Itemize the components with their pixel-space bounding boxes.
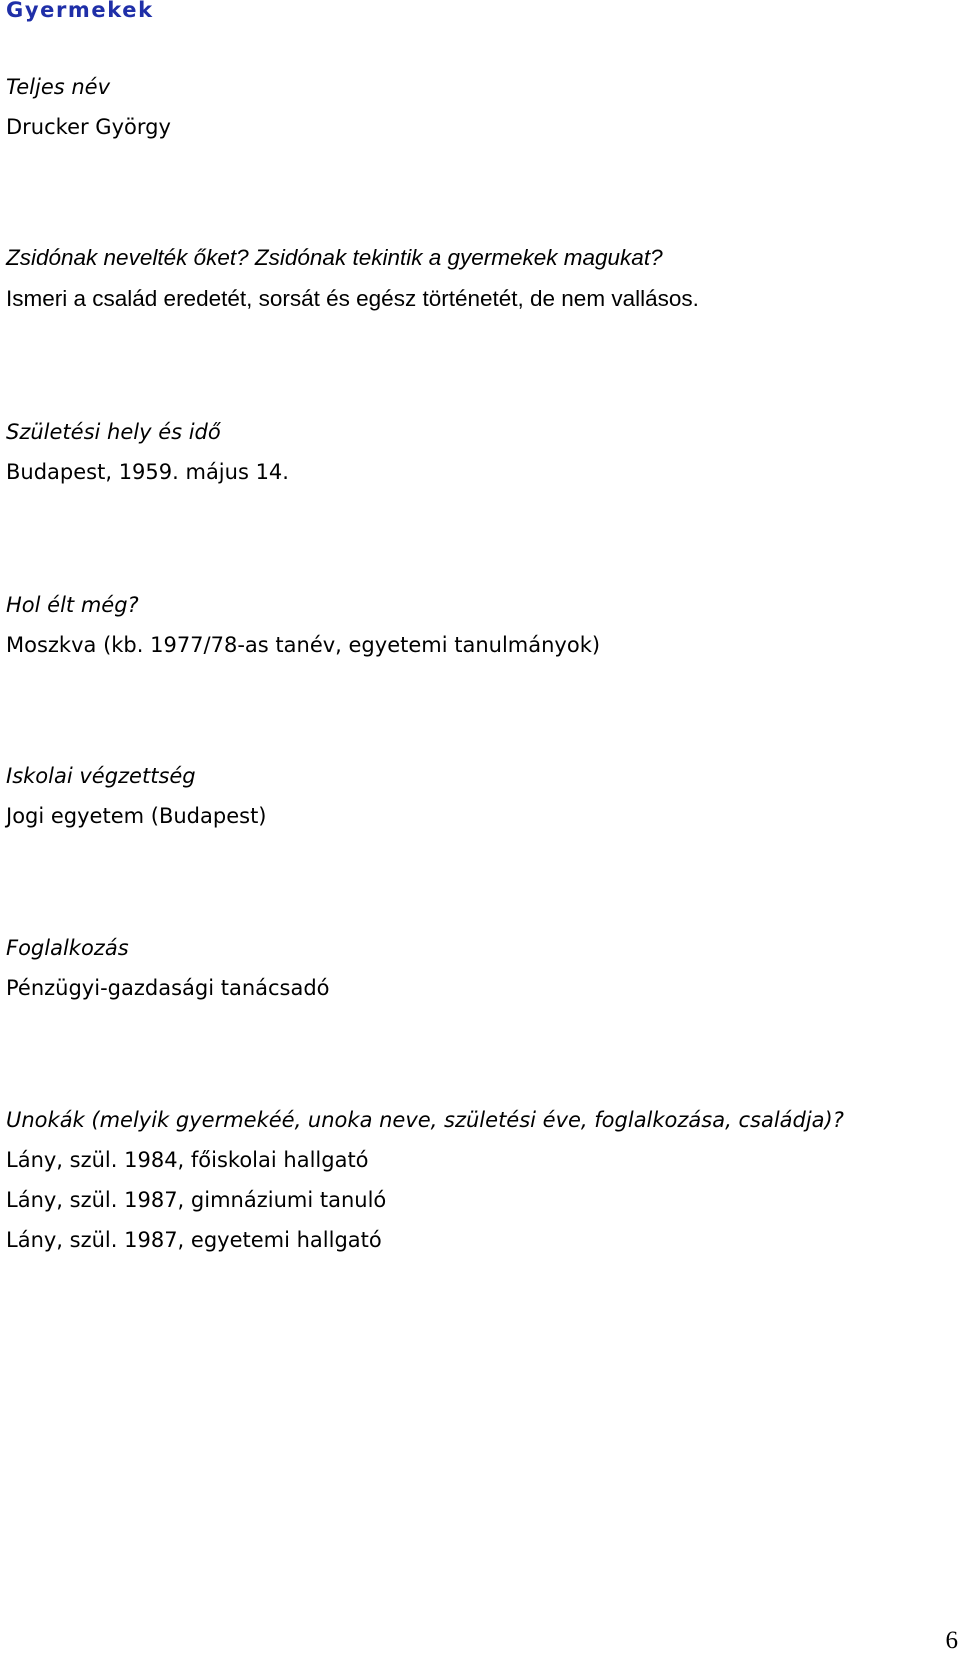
field-answer-jewish-upbringing: Ismeri a család eredetét, sorsát és egész történetét, de nem vallásos. [6, 286, 699, 311]
field-answer-grandchild-2: Lány, szül. 1987, gimnáziumi tanuló [6, 1188, 387, 1212]
field-answer-other-residence: Moszkva (kb. 1977/78-as tanév, egyetemi tanulmányok) [6, 633, 601, 657]
field-question-full-name: Teljes név [6, 75, 111, 99]
field-question-occupation: Foglalkozás [6, 936, 129, 960]
field-answer-occupation: Pénzügyi-gazdasági tanácsadó [6, 976, 330, 1000]
page-number: 6 [945, 1627, 958, 1654]
field-answer-full-name: Drucker György [6, 115, 171, 139]
field-answer-grandchild-3: Lány, szül. 1987, egyetemi hallgató [6, 1228, 382, 1252]
field-question-birth-place-date: Születési hely és idő [6, 420, 221, 444]
section-title: Gyermekek [6, 0, 154, 22]
field-question-jewish-upbringing: Zsidónak nevelték őket? Zsidónak tekintik a gyermekek magukat? [6, 245, 663, 270]
field-question-education: Iskolai végzettség [6, 764, 196, 788]
field-answer-birth-place-date: Budapest, 1959. május 14. [6, 460, 289, 484]
field-answer-grandchild-1: Lány, szül. 1984, főiskolai hallgató [6, 1148, 369, 1172]
field-question-grandchildren: Unokák (melyik gyermekéé, unoka neve, születési éve, foglalkozása, családja)? [6, 1108, 844, 1132]
field-question-other-residence: Hol élt még? [6, 593, 139, 617]
field-answer-education: Jogi egyetem (Budapest) [6, 804, 267, 828]
